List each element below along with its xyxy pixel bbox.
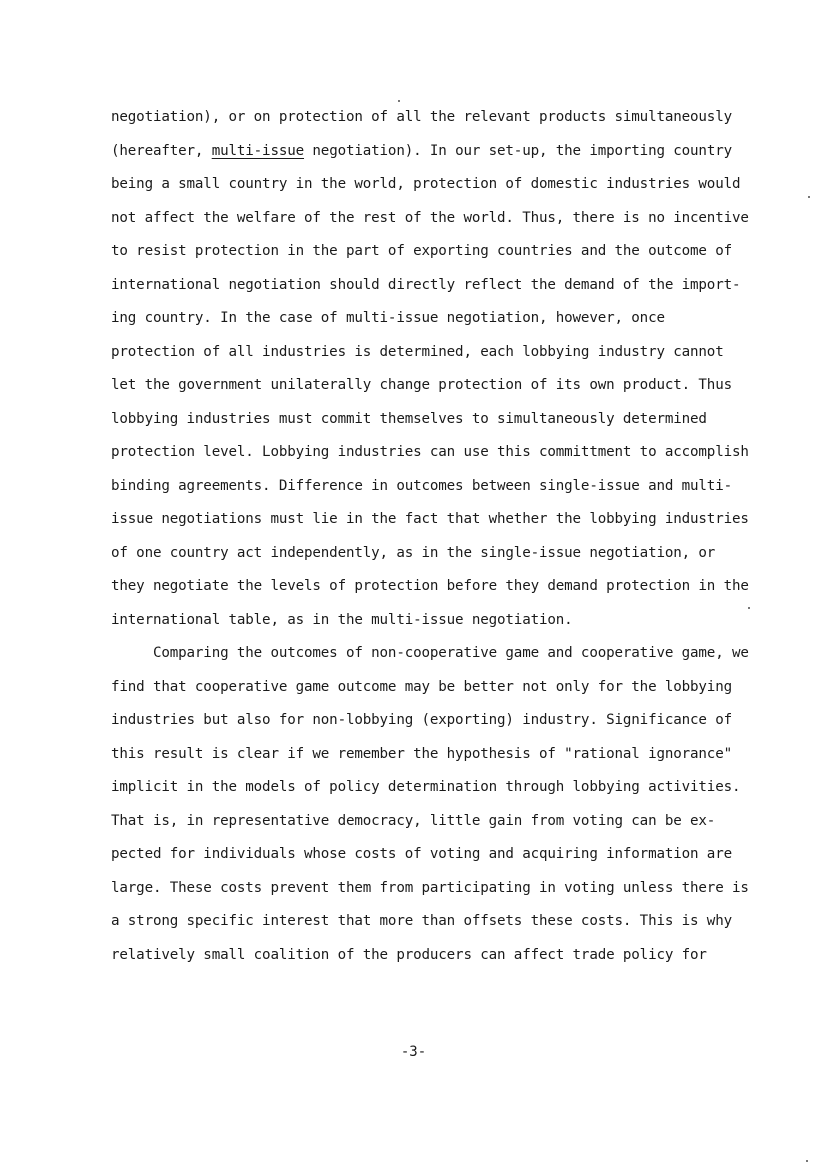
scan-speck xyxy=(398,100,400,102)
text-line: a strong specific interest that more than offsets these costs. This is why xyxy=(111,913,732,929)
text-line: being a small country in the world, protection of domestic industries would xyxy=(111,176,741,192)
text-line: international negotiation should directly reflect the demand of the import- xyxy=(111,276,741,293)
text-line: pected for individuals whose costs of voting and acquiring information are xyxy=(111,846,732,862)
text-line: protection of all industries is determined, each lobbying industry cannot xyxy=(111,343,724,360)
text-line: of one country act independently, as in the single-issue negotiation, or xyxy=(111,544,716,561)
body-text xyxy=(111,104,751,975)
text-line-start: (hereafter, xyxy=(111,142,212,159)
page-number: -3- xyxy=(400,1044,427,1060)
text-line: not affect the welfare of the rest of the world. Thus, there is no incentive xyxy=(111,209,749,226)
text-line: relatively small coalition of the producers can affect trade policy for xyxy=(111,946,707,963)
text-line-rest: negotiation). In our set-up, the importing country xyxy=(304,142,732,159)
text-line: binding agreements. Difference in outcomes between single-issue and multi- xyxy=(111,477,732,494)
text-line: implicit in the models of policy determination through lobbying activities. xyxy=(111,779,741,795)
text-line: find that cooperative game outcome may be better not only for the lobbying xyxy=(111,678,732,695)
text-line: they negotiate the levels of protection before they demand protection in the xyxy=(111,578,749,594)
text-line: That is, in representative democracy, little gain from voting can be ex- xyxy=(111,812,716,829)
text-line: industries but also for non-lobbying (exporting) industry. Significance of xyxy=(111,712,732,728)
text-line: Comparing the outcomes of non-cooperative game and cooperative game, we xyxy=(111,645,749,661)
text-line: let the government unilaterally change protection of its own product. Thus xyxy=(111,377,732,393)
scan-speck xyxy=(748,607,750,609)
text-line: this result is clear if we remember the hypothesis of "rational ignorance" xyxy=(111,745,732,762)
scan-speck xyxy=(808,196,810,198)
underlined-term: multi-issue xyxy=(211,142,305,159)
paragraph-1 xyxy=(111,104,751,640)
text-line: protection level. Lobbying industries can use this committment to accomplish xyxy=(111,444,749,460)
paragraph-2 xyxy=(111,640,751,975)
text-line: large. These costs prevent them from participating in voting unless there is xyxy=(111,879,749,896)
text-line xyxy=(111,138,751,172)
text-line: negotiation), or on protection of all the relevant products simultaneously xyxy=(111,109,732,125)
text-line: international table, as in the multi-issue negotiation. xyxy=(111,611,573,628)
text-line: lobbying industries must commit themselves to simultaneously determined xyxy=(111,410,707,427)
text-line: ing country. In the case of multi-issue negotiation, however, once xyxy=(111,310,665,326)
text-line: to resist protection in the part of exporting countries and the outcome of xyxy=(111,243,732,259)
scan-speck xyxy=(806,1160,808,1162)
text-line: issue negotiations must lie in the fact that whether the lobbying industries xyxy=(111,511,749,527)
